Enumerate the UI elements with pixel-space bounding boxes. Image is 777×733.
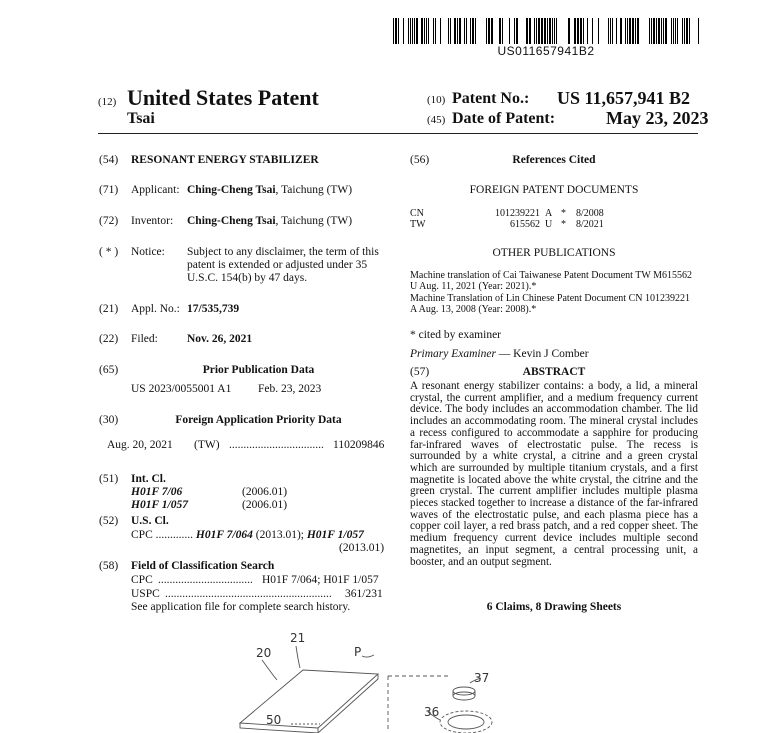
front-page-drawing	[0, 620, 777, 733]
drawing-label-37: 37	[474, 671, 490, 685]
foreign-number: 110209846	[333, 439, 385, 451]
cited-note: * cited by examiner	[410, 329, 502, 341]
foreign-dots: .................................	[229, 439, 324, 451]
notice-code: ( * )	[99, 246, 119, 258]
abstract-code: (57)	[410, 366, 430, 378]
appl-number: 17/535,739	[187, 303, 240, 315]
ref-row-date: 8/2008	[576, 208, 604, 219]
ref-row-kind: U	[545, 219, 553, 230]
code-12: (12)	[98, 96, 117, 108]
inventor-name: Ching-Cheng Tsai	[187, 215, 276, 227]
uscl-label: U.S. Cl.	[131, 515, 169, 527]
barcode-bar	[598, 18, 599, 44]
patent-no-label: Patent No.:	[452, 90, 530, 107]
barcode-bar	[665, 18, 667, 44]
intcl-1-date: (2006.01)	[242, 486, 288, 498]
barcode-bar	[649, 18, 650, 44]
barcode-bar	[610, 18, 611, 44]
notice-line-3: U.S.C. 154(b) by 47 days.	[187, 272, 308, 284]
barcode-bar	[656, 18, 657, 44]
barcode-bar	[534, 18, 535, 44]
barcode-bar	[592, 18, 593, 44]
header-rule	[98, 133, 698, 134]
barcode-bar	[526, 18, 528, 44]
barcode-bar	[629, 18, 631, 44]
barcode-bar	[541, 18, 543, 44]
drawing-leader-p	[362, 655, 374, 657]
barcode-bar	[608, 18, 609, 44]
drawing-leader-21	[296, 646, 300, 668]
cpc-dots: .............	[155, 529, 193, 541]
barcode-bar	[450, 18, 451, 44]
barcode-bar	[457, 18, 458, 44]
field-cpc-value: H01F 7/064; H01F 1/057	[262, 574, 379, 586]
cpc-1: H01F 7/064	[195, 529, 253, 541]
prior-code: (65)	[99, 364, 119, 376]
barcode-bar	[675, 18, 676, 44]
intcl-2: H01F 1/057	[131, 499, 188, 511]
barcode-bar	[454, 18, 456, 44]
barcode-bar	[502, 18, 503, 44]
drawing-plate-side	[318, 674, 378, 733]
barcode-bar	[625, 18, 626, 44]
applicant-location: , Taichung (TW)	[275, 184, 353, 196]
barcode-bar	[448, 18, 449, 44]
filed-date: Nov. 26, 2021	[187, 333, 253, 345]
barcode-bar	[433, 18, 434, 44]
ref-row-star: *	[561, 219, 566, 230]
barcode-bar	[529, 18, 531, 44]
barcode-bar	[426, 18, 427, 44]
foreign-code: (30)	[99, 414, 119, 426]
prior-title: Prior Publication Data	[202, 364, 315, 376]
inventor-value	[187, 215, 352, 229]
code-45: (45)	[427, 114, 446, 126]
date-of-patent: May 23, 2023	[606, 108, 709, 128]
barcode-bar	[620, 18, 622, 44]
barcode-bar	[632, 18, 634, 44]
appl-code: (21)	[99, 303, 119, 315]
examiner-name: Kevin J Comber	[513, 348, 589, 360]
drawing-label-p: P	[354, 645, 362, 659]
drawing-leader-20	[262, 660, 277, 680]
barcode-bar	[538, 18, 540, 44]
inventor-label: Inventor:	[131, 215, 174, 227]
inventor-code: (72)	[99, 215, 119, 227]
barcode-bar	[459, 18, 461, 44]
barcode-bar	[491, 18, 493, 44]
cpc-2: H01F 1/057	[306, 529, 364, 541]
patent-number: US 11,657,941 B2	[557, 88, 691, 108]
barcode-bar	[435, 18, 436, 44]
drawing-plate-top	[240, 670, 378, 728]
cpc-1-date: (2013.01);	[255, 529, 304, 541]
other-pub-line-1: Machine translation of Cai Taiwanese Patent Document TW M615562	[410, 270, 693, 281]
drawing-label-21: 21	[290, 631, 306, 645]
field-cpc-label: CPC	[131, 574, 153, 586]
barcode-bar	[677, 18, 678, 44]
code-10: (10)	[427, 94, 446, 106]
barcode-bar	[428, 18, 429, 44]
examiner-label: Primary Examiner	[410, 348, 496, 360]
barcode-bar	[412, 18, 413, 44]
barcode-bar	[421, 18, 423, 44]
barcode-bar	[663, 18, 664, 44]
abstract-title: ABSTRACT	[522, 366, 586, 378]
barcode-bar	[651, 18, 652, 44]
barcode-bar	[440, 18, 441, 44]
filed-code: (22)	[99, 333, 119, 345]
ref-row-number: 615562	[510, 219, 540, 230]
ref-row-country: CN	[410, 208, 424, 219]
notice-line-2: patent is extended or adjusted under 35	[187, 259, 368, 271]
barcode-bar	[684, 18, 685, 44]
barcode-bar	[470, 18, 471, 44]
ref-row-kind: A	[545, 208, 553, 219]
date-of-patent-label: Date of Patent:	[452, 110, 556, 127]
barcode-number: US011657941B2	[497, 44, 595, 58]
foreign-country: (TW)	[194, 439, 220, 451]
barcode-image	[393, 18, 699, 44]
barcode-bar	[698, 18, 699, 44]
cpc-2-date: (2013.01)	[339, 542, 385, 554]
foreign-docs-title: FOREIGN PATENT DOCUMENTS	[469, 184, 639, 196]
prior-date: Feb. 23, 2023	[258, 383, 322, 395]
barcode-bar	[583, 18, 584, 44]
barcode-bar	[653, 18, 655, 44]
title-code: (54)	[99, 154, 119, 166]
applicant-name: Ching-Cheng Tsai	[187, 184, 276, 196]
appl-label: Appl. No.:	[131, 303, 180, 315]
uscl-code: (52)	[99, 515, 119, 527]
barcode-bar	[393, 18, 394, 44]
inventor-surname: Tsai	[127, 110, 155, 127]
barcode-bar	[616, 18, 617, 44]
applicant-value	[187, 184, 352, 198]
ref-row-date: 8/2021	[576, 219, 604, 230]
barcode-bar	[574, 18, 576, 44]
barcode-bar	[568, 18, 570, 44]
barcode-bar	[395, 18, 397, 44]
refs-code: (56)	[410, 154, 430, 166]
field-label: Field of Classification Search	[131, 560, 275, 572]
barcode-bar	[549, 18, 551, 44]
barcode-bar	[627, 18, 628, 44]
ref-row-number: 101239221	[495, 208, 540, 219]
barcode-bar	[556, 18, 557, 44]
barcode-bar	[536, 18, 537, 44]
ref-row-country: TW	[410, 219, 426, 230]
barcode-bar	[410, 18, 411, 44]
barcode-bar	[577, 18, 579, 44]
barcode-bar	[424, 18, 425, 44]
other-pubs-title: OTHER PUBLICATIONS	[492, 247, 616, 259]
refs-title: References Cited	[512, 154, 596, 166]
barcode-bar	[686, 18, 688, 44]
barcode-bar	[499, 18, 501, 44]
field-uspc-dots: ..........................................................	[165, 588, 332, 600]
examiner-line	[410, 348, 589, 362]
barcode-bar	[486, 18, 487, 44]
barcode-bar	[635, 18, 636, 44]
barcode-bar	[475, 18, 476, 44]
document-type: United States Patent	[127, 85, 319, 110]
barcode-bar	[637, 18, 639, 44]
barcode-bar	[673, 18, 674, 44]
field-uspc-value: 361/231	[345, 588, 383, 600]
intcl-label: Int. Cl.	[131, 473, 166, 485]
barcode-bar	[689, 18, 690, 44]
barcode-bar	[580, 18, 582, 44]
foreign-title: Foreign Application Priority Data	[175, 414, 342, 426]
field-uspc-label: USPC	[131, 588, 160, 600]
notice-label: Notice:	[131, 246, 165, 258]
barcode-bar	[612, 18, 613, 44]
notice-line-1: Subject to any disclaimer, the term of this	[187, 246, 379, 258]
barcode-bar	[661, 18, 662, 44]
inventor-location: , Taichung (TW)	[275, 215, 353, 227]
field-note: See application file for complete search history.	[131, 601, 351, 613]
cpc-label: CPC	[131, 529, 153, 541]
intcl-2-date: (2006.01)	[242, 499, 288, 511]
intcl-code: (51)	[99, 473, 119, 485]
barcode-bar	[408, 18, 409, 44]
barcode-bar	[464, 18, 465, 44]
drawing-part-37-base	[453, 692, 475, 700]
barcode-bar	[658, 18, 660, 44]
cpc-line	[131, 529, 364, 543]
foreign-date: Aug. 20, 2021	[107, 439, 173, 451]
drawing-part-36-inner	[448, 715, 484, 729]
barcode-bar	[547, 18, 548, 44]
barcode-bar	[416, 18, 418, 44]
ref-row-star: *	[561, 208, 566, 219]
barcode-bar	[671, 18, 672, 44]
barcode-bar	[516, 18, 518, 44]
barcode-bar	[554, 18, 555, 44]
barcode-bar	[552, 18, 553, 44]
intcl-1: H01F 7/06	[131, 486, 183, 498]
barcode-bar	[414, 18, 415, 44]
barcode-bar	[544, 18, 546, 44]
barcode-bar	[509, 18, 510, 44]
field-cpc-dots: .................................	[158, 574, 253, 586]
other-pub-line-3: Machine Translation of Lin Chinese Patent Document CN 101239221	[410, 293, 690, 304]
other-pub-line-4: A Aug. 13, 2008 (Year: 2008).*	[410, 304, 537, 315]
barcode-bar	[514, 18, 515, 44]
other-pub-line-2: U Aug. 11, 2021 (Year: 2021).*	[410, 281, 537, 292]
barcode-bar	[488, 18, 490, 44]
field-code: (58)	[99, 560, 119, 572]
drawing-label-36: 36	[424, 705, 440, 719]
patent-title: RESONANT ENERGY STABILIZER	[131, 154, 319, 166]
barcode-bar	[587, 18, 588, 44]
barcode-bar	[466, 18, 467, 44]
applicant-label: Applicant:	[131, 184, 180, 196]
barcode-bar	[682, 18, 683, 44]
barcode-bar	[403, 18, 404, 44]
applicant-code: (71)	[99, 184, 119, 196]
barcode-bar	[472, 18, 474, 44]
drawing-part-37	[453, 687, 475, 695]
filed-label: Filed:	[131, 333, 158, 345]
drawing-label-50: 50	[266, 713, 282, 727]
claims-line: 6 Claims, 8 Drawing Sheets	[486, 601, 622, 613]
examiner-separator: —	[495, 348, 514, 360]
prior-publication: US 2023/0055001 A1	[131, 383, 232, 395]
abstract-text: A resonant energy stabilizer contains: a body, a lid, a mineral crystal, the current amplifier, and a medium frequency current device. The body includes an accommodation chamber. The lid includes an accommodating room. The mineral crystal includes a recess configured to accommodate a sapphire for producing far-infrared waves of electrostatic pulse. The recess is surrounded by a white crystal, a citrine and a green crystal which are surrounded by multiple titanium crystals, and a first magnetite is located above the white crystal, the citrine and the green crystal. The current amplifier includes multiple plasma pieces stacked together to increase a distance of the far-infrared waves of the electrostatic pulse, and each plasma piece has a copper coil layer, a red brass patch, and a red copper sheet. The medium frequency current device includes multiple second magnetites, an input segment, a central processing unit, a booster, and an output segment.	[410, 380, 698, 568]
barcode-bar	[398, 18, 399, 44]
drawing-label-20: 20	[256, 646, 272, 660]
